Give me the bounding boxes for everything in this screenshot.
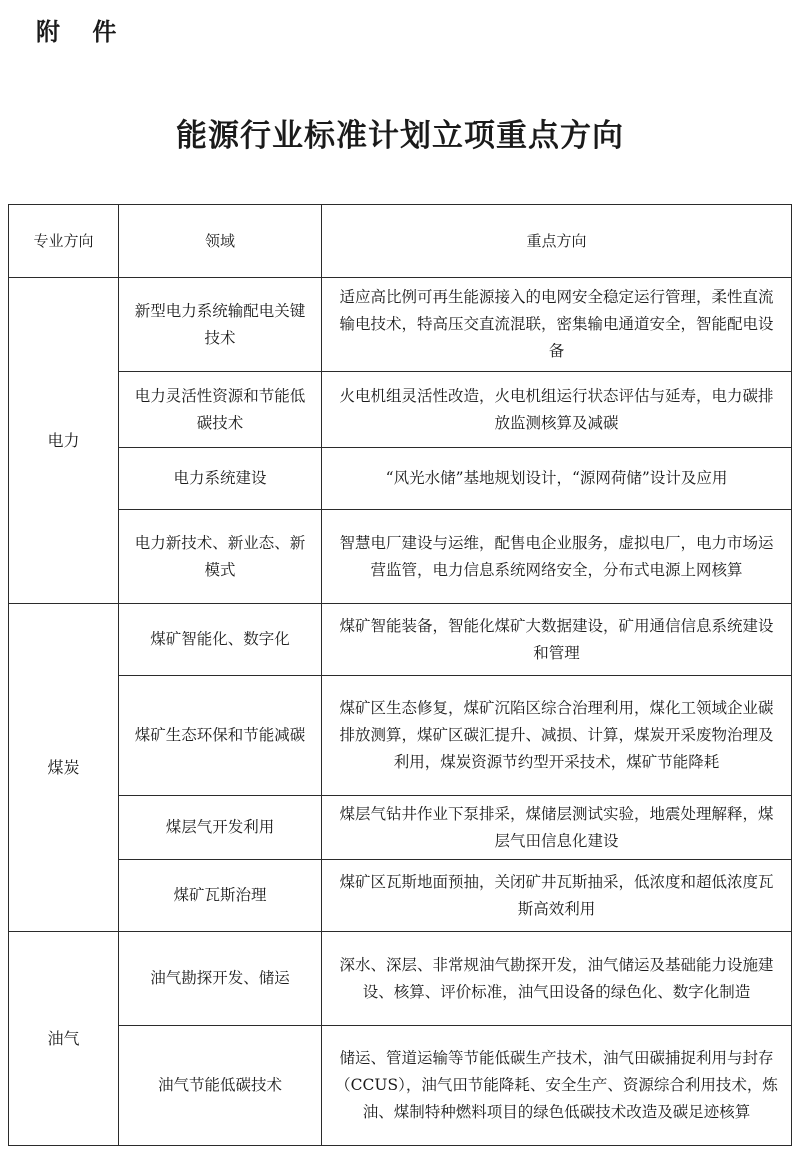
field-cell: 煤矿生态环保和节能减碳 [119,676,322,796]
focus-cell: 储运、管道运输等节能低碳生产技术，油气田碳捕捉利用与封存（CCUS），油气田节能降耗、安全生产、资源综合利用技术，炼油、煤制特种燃料项目的绿色低碳技术改造及碳足迹核算 [322,1026,792,1146]
focus-cell: 智慧电厂建设与运维，配售电企业服务，虚拟电厂，电力市场运营监管，电力信息系统网络安全，分布式电源上网核算 [322,510,792,604]
table-row [9,796,792,860]
table-row [9,278,792,372]
field-cell: 电力灵活性资源和节能低碳技术 [119,372,322,448]
table-row [9,510,792,604]
field-cell: 油气节能低碳技术 [119,1026,322,1146]
focus-cell: 深水、深层、非常规油气勘探开发，油气储运及基础能力设施建设、核算、评价标准，油气田设备的绿色化、数字化制造 [322,932,792,1026]
category-cell: 油气 [9,932,119,1146]
focus-cell: “风光水储”基地规划设计，“源网荷储”设计及应用 [322,448,792,510]
table-body [9,278,792,1146]
field-cell: 煤矿智能化、数字化 [119,604,322,676]
field-cell: 煤层气开发利用 [119,796,322,860]
table-header-row [9,205,792,278]
header-field: 领域 [119,205,322,278]
field-cell: 电力系统建设 [119,448,322,510]
focus-cell: 煤矿智能装备，智能化煤矿大数据建设，矿用通信信息系统建设和管理 [322,604,792,676]
category-cell: 电力 [9,278,119,604]
standards-table [8,204,792,1146]
table-row [9,1026,792,1146]
document-title: 能源行业标准计划立项重点方向 [176,118,624,154]
field-cell: 新型电力系统输配电关键技术 [119,278,322,372]
table-row [9,860,792,932]
header-category: 专业方向 [9,205,119,278]
field-cell: 煤矿瓦斯治理 [119,860,322,932]
field-cell: 电力新技术、新业态、新模式 [119,510,322,604]
table-row [9,932,792,1026]
field-cell: 油气勘探开发、储运 [119,932,322,1026]
attachment-label: 附 件 [36,18,129,46]
focus-cell: 煤矿区生态修复，煤矿沉陷区综合治理利用，煤化工领域企业碳排放测算，煤矿区碳汇提升、减损、计算，煤炭开采废物治理及利用，煤炭资源节约型开采技术，煤矿节能降耗 [322,676,792,796]
focus-cell: 适应高比例可再生能源接入的电网安全稳定运行管理，柔性直流输电技术，特高压交直流混联，密集输电通道安全，智能配电设备 [322,278,792,372]
focus-cell: 煤层气钻井作业下泵排采，煤储层测试实验，地震处理解释，煤层气田信息化建设 [322,796,792,860]
table-row [9,372,792,448]
category-cell: 煤炭 [9,604,119,932]
table-row [9,676,792,796]
table-row [9,448,792,510]
table-row [9,604,792,676]
focus-cell: 火电机组灵活性改造，火电机组运行状态评估与延寿，电力碳排放监测核算及减碳 [322,372,792,448]
header-focus: 重点方向 [322,205,792,278]
focus-cell: 煤矿区瓦斯地面预抽，关闭矿井瓦斯抽采，低浓度和超低浓度瓦斯高效利用 [322,860,792,932]
